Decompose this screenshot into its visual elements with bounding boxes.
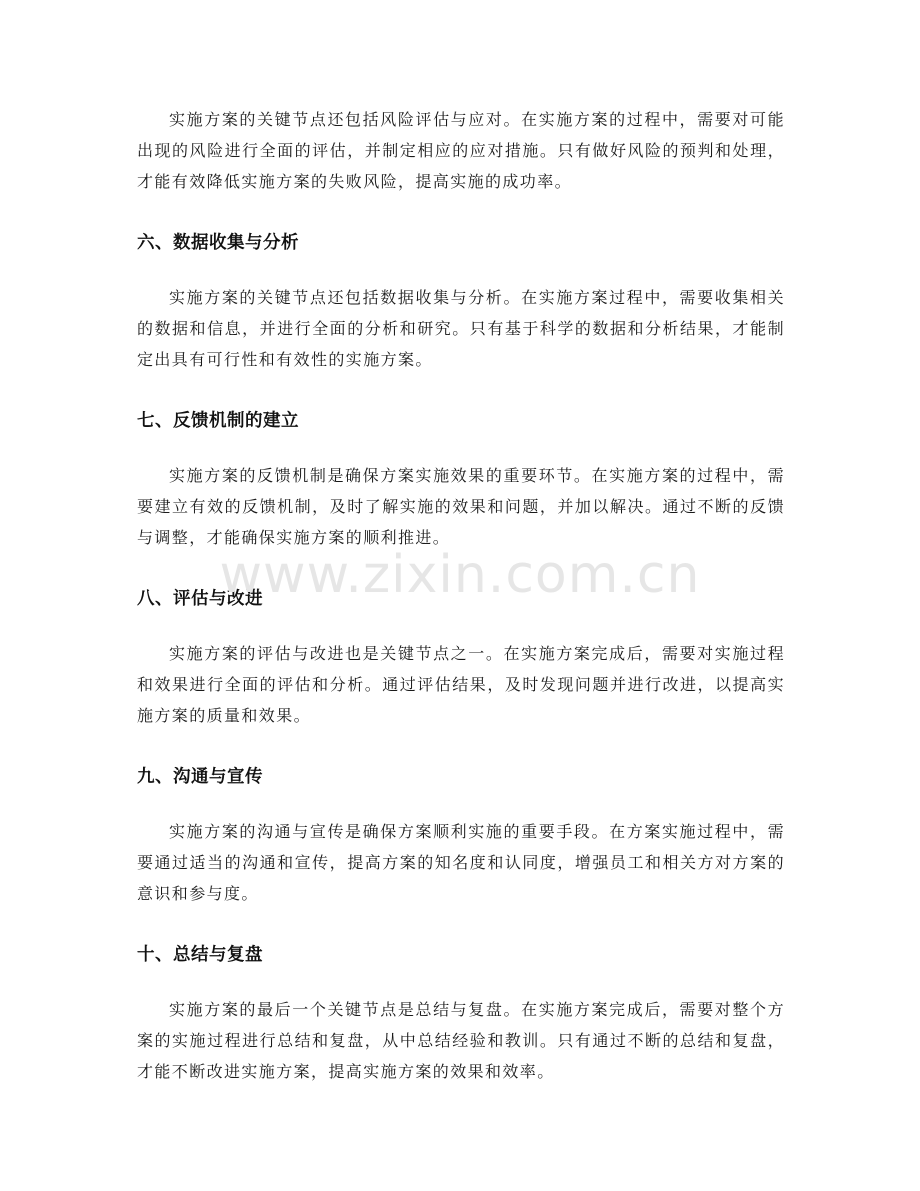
section-heading-communication: 九、沟通与宣传: [137, 767, 263, 787]
document-body: [137, 104, 785, 1087]
section-paragraph-data-collection: 实施方案的关键节点还包括数据收集与分析。在实施方案过程中，需要收集相关的数据和信息，并进行全面的分析和研究。只有基于科学的数据和分析结果，才能制定出具有可行性和有效性的实施方案。: [137, 288, 785, 369]
watermark: www.zixin.com.cn: [219, 545, 701, 605]
section-heading-summary: 十、总结与复盘: [137, 945, 263, 965]
section-heading-feedback: 七、反馈机制的建立: [137, 411, 299, 431]
section-paragraph-evaluation: 实施方案的评估与改进也是关键节点之一。在实施方案完成后，需要对实施过程和效果进行全面的评估和分析。通过评估结果，及时发现问题并进行改进，以提高实施方案的质量和效果。: [137, 644, 785, 725]
section-heading-data-collection: 六、数据收集与分析: [137, 233, 299, 253]
section-paragraph-feedback: 实施方案的反馈机制是确保方案实施效果的重要环节。在实施方案的过程中，需要建立有效的反馈机制，及时了解实施的效果和问题，并加以解决。通过不断的反馈与调整，才能确保实施方案的顺利推进。: [137, 466, 785, 547]
section-paragraph-communication: 实施方案的沟通与宣传是确保方案顺利实施的重要手段。在方案实施过程中，需要通过适当的沟通和宣传，提高方案的知名度和认同度，增强员工和相关方对方案的意识和参与度。: [137, 822, 785, 903]
intro-paragraph: 实施方案的关键节点还包括风险评估与应对。在实施方案的过程中，需要对可能出现的风险进行全面的评估，并制定相应的应对措施。只有做好风险的预判和处理，才能有效降低实施方案的失败风险，提高实施的成功率。: [137, 110, 785, 191]
section-paragraph-summary: 实施方案的最后一个关键节点是总结与复盘。在实施方案完成后，需要对整个方案的实施过程进行总结和复盘，从中总结经验和教训。只有通过不断的总结和复盘，才能不断改进实施方案，提高实施方案的效果和效率。: [137, 1000, 785, 1081]
section-heading-evaluation: 八、评估与改进: [137, 589, 263, 609]
